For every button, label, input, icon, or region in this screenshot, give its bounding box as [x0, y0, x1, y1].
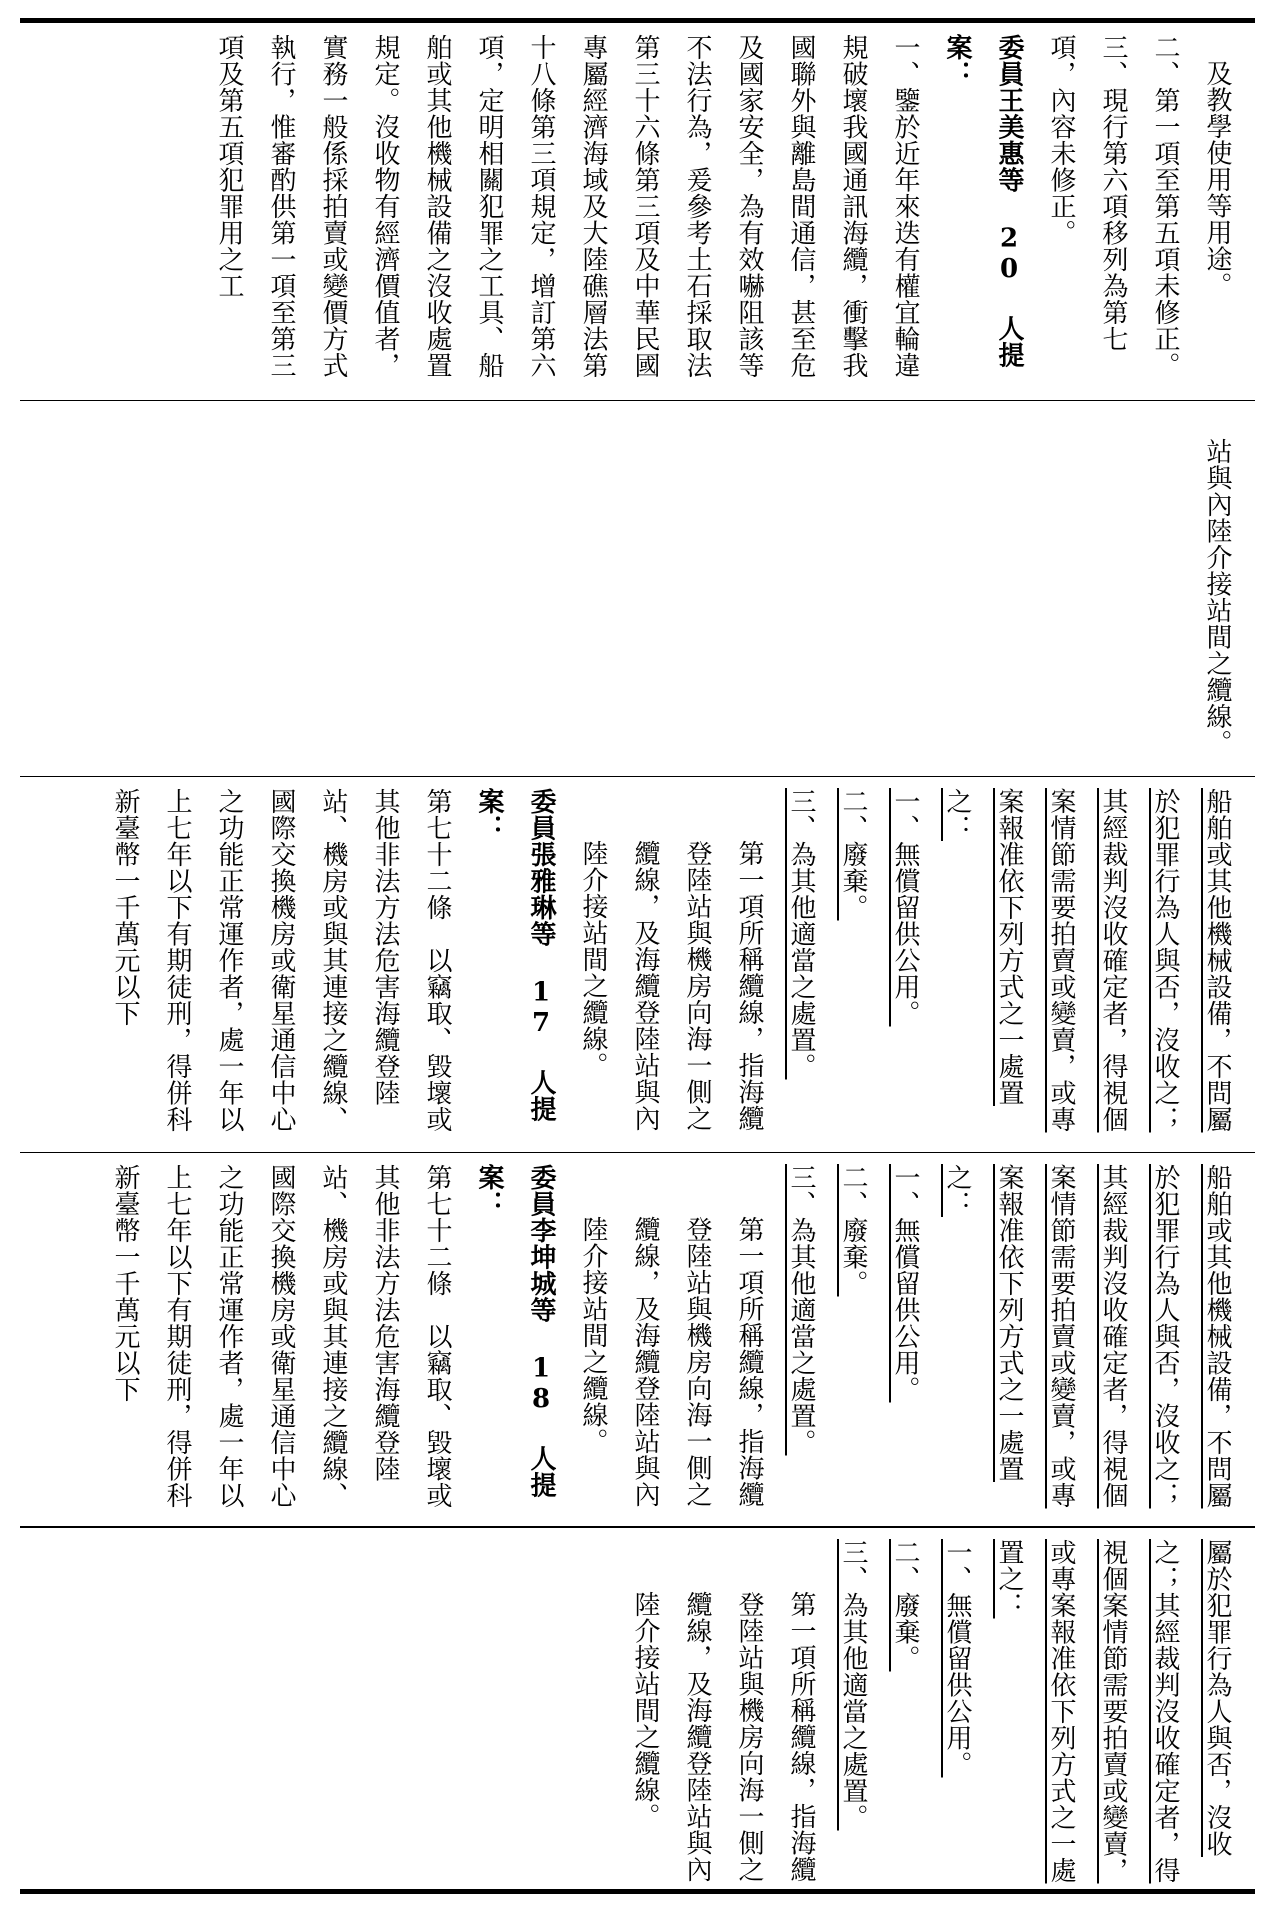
- section-current-law-tail: [20, 402, 1255, 776]
- paragraph: 第一項所稱纜線，指海纜登陸站與機房向海一側之纜線，及海纜登陸站與內陸介接站間之纜線。: [578, 1216, 764, 1508]
- paragraph: 船舶或其他機械設備，不問屬於犯罪行為人與否，沒收之；其經裁判沒收確定者，得視個案情節需要拍賣或變賣，或專案報准依下列方式之一處置之：: [942, 1164, 1232, 1509]
- paragraph: 三、現行第六項移列為第七項，內容未修正。: [1046, 34, 1128, 352]
- paragraph: 二、廢棄。: [838, 788, 868, 921]
- section-explanation-right: [20, 24, 1255, 400]
- paragraph: 站與內陸介接站間之纜線。: [1202, 438, 1232, 756]
- top-rule: [20, 18, 1255, 23]
- paragraph: 一、鑒於近年來迭有權宜輪違規破壞我國通訊海纜，衝擊我國聯外與離島間通信，甚至危及國家安全，為有效嚇阻該等不法行為，爰參考土石採取法第三十六條第三項及中華民國專屬經濟海域及大陸礁層法第十八條第三項規定，增訂第六項，定明相關犯罪之工具、船舶或其他機械設備之沒收處置規定。沒收物有經濟價值者，實務一般係採拍賣或變價方式執行，惟審酌供第一項至第三項及第五項犯罪用之工: [214, 34, 920, 379]
- separator-rule: [20, 776, 1255, 777]
- paragraph: 第一項所稱纜線，指海纜登陸站與機房向海一側之纜線，及海纜登陸站與內陸介接站間之纜線。: [630, 1591, 816, 1883]
- paragraph: 二、廢棄。: [838, 1164, 868, 1297]
- proposal-heading: 委員李坤城等 18 人提案：: [474, 1164, 556, 1498]
- text-column: [99, 1154, 1255, 1526]
- text-column: [203, 24, 1255, 400]
- paragraph: 三、為其他適當之處置。: [786, 788, 816, 1080]
- separator-rule: [20, 400, 1255, 401]
- paragraph: 一、無償留供公用。: [890, 1164, 920, 1403]
- proposal-heading: 委員王美惠等 20 人提案：: [942, 34, 1024, 368]
- section-committee-version: [20, 1529, 1255, 1887]
- text-column: [99, 778, 1255, 1152]
- paragraph: 二、第一項至第五項未修正。: [1150, 34, 1180, 379]
- paragraph: 第一項所稱纜線，指海纜登陸站與機房向海一側之纜線，及海纜登陸站與內陸介接站間之纜線。: [578, 840, 764, 1132]
- paragraph: 三、為其他適當之處置。: [786, 1164, 816, 1456]
- paragraph: 一、無償留供公用。: [942, 1539, 972, 1778]
- paragraph: 第七十二條 以竊取、毀壞或其他非法方法危害海纜登陸站、機房或與其連接之纜線、國際交換機房或衛星通信中心之功能正常運作者，處一年以上七年以下有期徒刑，得併科新臺幣一千萬元以下: [110, 1164, 452, 1509]
- proposal-heading: 委員張雅琳等 17 人提案：: [474, 788, 556, 1122]
- paragraph: 屬於犯罪行為人與否，沒收之；其經裁判沒收確定者，得視個案情節需要拍賣或變賣，或專案報准依下列方式之一處置之：: [994, 1539, 1232, 1884]
- text-column: [1191, 402, 1255, 776]
- separator-rule: [20, 1152, 1255, 1153]
- paragraph: 一、無償留供公用。: [890, 788, 920, 1027]
- section-proposal-li: [20, 1154, 1255, 1526]
- separator-rule: [20, 1526, 1255, 1528]
- paragraph: 及教學使用等用途。: [1202, 60, 1232, 299]
- paragraph: 三、為其他適當之處置。: [838, 1539, 868, 1831]
- paragraph: 二、廢棄。: [890, 1539, 920, 1672]
- bottom-rule: [20, 1889, 1255, 1894]
- paragraph: 第七十二條 以竊取、毀壞或其他非法方法危害海纜登陸站、機房或與其連接之纜線、國際交換機房或衛星通信中心之功能正常運作者，處一年以上七年以下有期徒刑，得併科新臺幣一千萬元以下: [110, 788, 452, 1133]
- text-column: [619, 1529, 1255, 1887]
- section-proposal-zhang: [20, 778, 1255, 1152]
- paragraph: 船舶或其他機械設備，不問屬於犯罪行為人與否，沒收之；其經裁判沒收確定者，得視個案情節需要拍賣或變賣，或專案報准依下列方式之一處置之：: [942, 788, 1232, 1133]
